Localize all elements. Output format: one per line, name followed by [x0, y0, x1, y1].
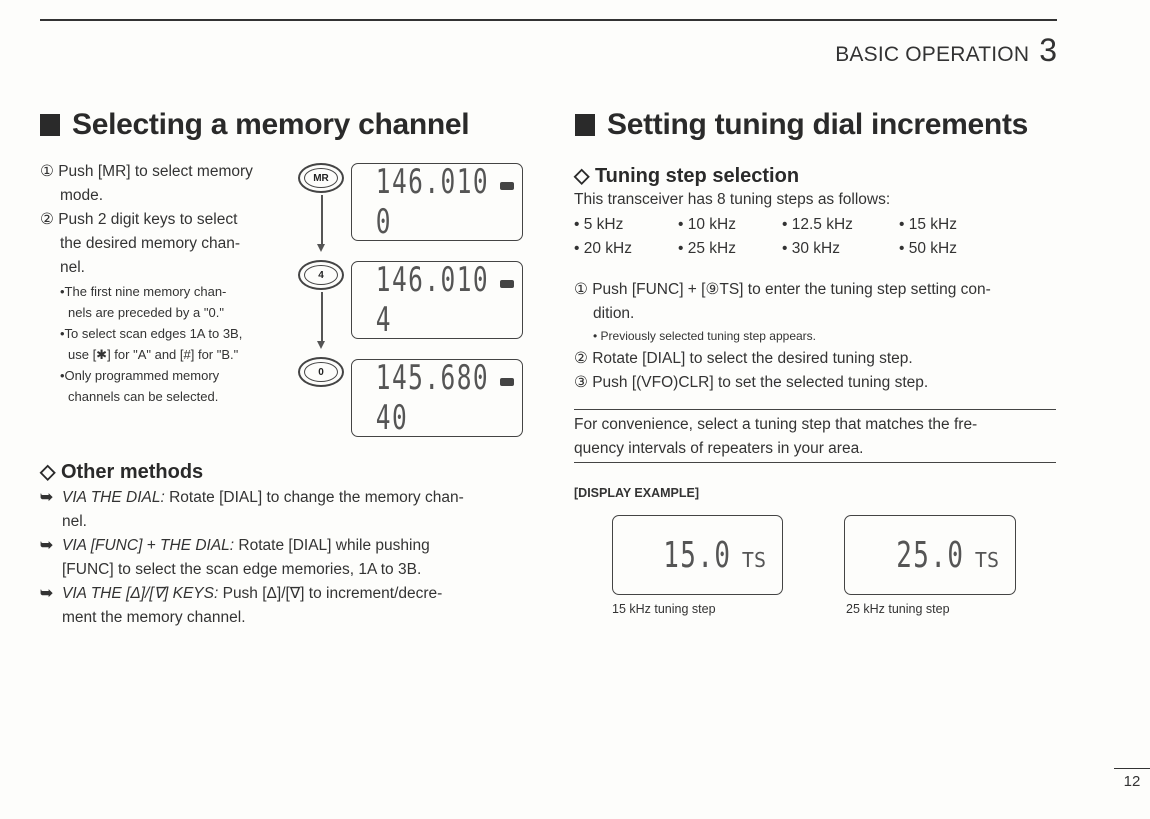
left-section-title: [40, 108, 469, 142]
key-4-icon: [298, 260, 344, 290]
tuning-step-item: • 25 kHz: [678, 240, 736, 257]
lcd-step-value: 25.0: [895, 534, 965, 576]
tuning-step-item: • 15 kHz: [899, 216, 957, 233]
note-line: use [✱] for "A" and [#] for "B.": [68, 347, 239, 362]
arrow-right-icon: ➥: [40, 537, 53, 554]
note-line: •Only programmed memory: [60, 368, 220, 383]
lcd-channel: 40: [375, 398, 409, 438]
convenience-tip: [574, 413, 1059, 461]
note-line: •To select scan edges 1A to 3B,: [60, 326, 243, 341]
page-number: 12: [1114, 768, 1150, 796]
tuning-step-item: • 5 kHz: [574, 216, 624, 233]
caption-25khz: 25 kHz tuning step: [846, 602, 950, 616]
method-label: VIA THE [Δ]/[∇] KEYS:: [62, 585, 219, 602]
step-text: nel.: [60, 259, 85, 276]
mr-indicator-icon: [500, 378, 514, 386]
lcd-display-1: [351, 163, 523, 241]
lcd-step-value: 15.0: [663, 534, 732, 576]
lcd-channel: 0: [375, 202, 392, 242]
step-number: ②: [40, 211, 54, 228]
arrow-right-icon: ➥: [40, 585, 53, 602]
mr-indicator-icon: [500, 182, 514, 190]
tuning-step-item: • 12.5 kHz: [782, 216, 853, 233]
lcd-display-3: [351, 359, 523, 437]
tuning-step-item: • 10 kHz: [678, 216, 736, 233]
arrow-down-icon: [317, 341, 325, 349]
arrow-line: [321, 195, 323, 245]
lcd-frequency: 146.010: [375, 162, 490, 202]
ts-indicator: TS: [974, 548, 999, 572]
step-text: the desired memory chan-: [60, 235, 241, 252]
method-text: Push [Δ]/[∇] to increment/decre-: [218, 585, 443, 602]
other-methods-heading: ◇ Other methods: [40, 461, 204, 483]
tuning-step-heading: ◇ Tuning step selection: [574, 165, 800, 187]
chapter-number: 3: [1039, 32, 1057, 68]
square-bullet-icon: [575, 114, 595, 136]
mr-indicator-icon: [500, 280, 514, 288]
lcd-display-2: [351, 261, 523, 339]
tip-bottom-rule: [574, 462, 1056, 463]
method-dial: [40, 486, 525, 534]
square-bullet-icon: [40, 114, 60, 136]
step-text: dition.: [593, 305, 635, 322]
memory-notes: [60, 281, 290, 407]
tip-top-rule: [574, 409, 1056, 410]
key-label: 0: [304, 362, 338, 382]
ts-display-25: [844, 515, 1016, 595]
arrow-down-icon: [317, 244, 325, 252]
key-0-icon: [298, 357, 344, 387]
step-1: [40, 160, 290, 208]
caption-15khz: 15 kHz tuning step: [612, 602, 716, 616]
tuning-step-list: [574, 213, 999, 260]
tip-text: For convenience, select a tuning step that matches the fre-: [574, 416, 978, 433]
method-label: VIA [FUNC] + THE DIAL:: [62, 537, 235, 554]
ts-indicator: TS: [741, 548, 766, 572]
section-title-text: Setting tuning dial increments: [607, 108, 1029, 141]
method-text: nel.: [62, 513, 87, 530]
right-section-title: [575, 108, 1028, 142]
lcd-frequency: 145.680: [375, 358, 490, 398]
tip-text: quency intervals of repeaters in your area.: [574, 440, 864, 457]
arrow-right-icon: ➥: [40, 489, 53, 506]
method-text: ment the memory channel.: [62, 609, 246, 626]
tuning-step-item: • 30 kHz: [782, 240, 840, 257]
display-example-label: [DISPLAY EXAMPLE]: [574, 486, 700, 500]
step-text: mode.: [60, 187, 104, 204]
ts-display-15: [612, 515, 783, 595]
tuning-step-instructions: [574, 278, 1059, 395]
key-label: MR: [304, 168, 338, 188]
arrow-line: [321, 292, 323, 342]
lcd-frequency: 146.010: [375, 260, 490, 300]
method-text: Rotate [DIAL] while pushing: [234, 537, 430, 554]
lcd-channel: 4: [375, 300, 392, 340]
section-title-text: Selecting a memory channel: [72, 108, 470, 141]
step-note: • Previously selected tuning step appears.: [593, 329, 816, 343]
method-text: Rotate [DIAL] to change the memory chan-: [164, 489, 464, 506]
tuning-intro: This transceiver has 8 tuning steps as follows:: [574, 191, 891, 208]
tuning-step-item: • 20 kHz: [574, 240, 632, 257]
method-func-dial: [40, 534, 525, 582]
note-line: •The first nine memory chan-: [60, 284, 227, 299]
step-2: [40, 208, 290, 280]
step-text: ① Push [FUNC] + [⑨TS] to enter the tuning step setting con-: [574, 281, 991, 298]
step-number: ①: [40, 163, 54, 180]
note-line: nels are preceded by a "0.": [68, 305, 224, 320]
method-label: VIA THE DIAL:: [62, 489, 165, 506]
method-updown-keys: [40, 582, 525, 630]
step-text: Push [MR] to select memory: [58, 163, 253, 180]
section-name: BASIC OPERATION: [835, 43, 1030, 66]
mr-key-icon: [298, 163, 344, 193]
step-text: ③ Push [(VFO)CLR] to set the selected tuning step.: [574, 374, 929, 391]
key-label: 4: [304, 265, 338, 285]
top-rule: [40, 19, 1057, 21]
method-text: [FUNC] to select the scan edge memories, 1A to 3B.: [62, 561, 422, 578]
note-line: channels can be selected.: [68, 389, 219, 404]
step-text: Push 2 digit keys to select: [58, 211, 238, 228]
tuning-step-item: • 50 kHz: [899, 240, 957, 257]
step-text: ② Rotate [DIAL] to select the desired tuning step.: [574, 350, 913, 367]
running-header: [835, 32, 1057, 69]
